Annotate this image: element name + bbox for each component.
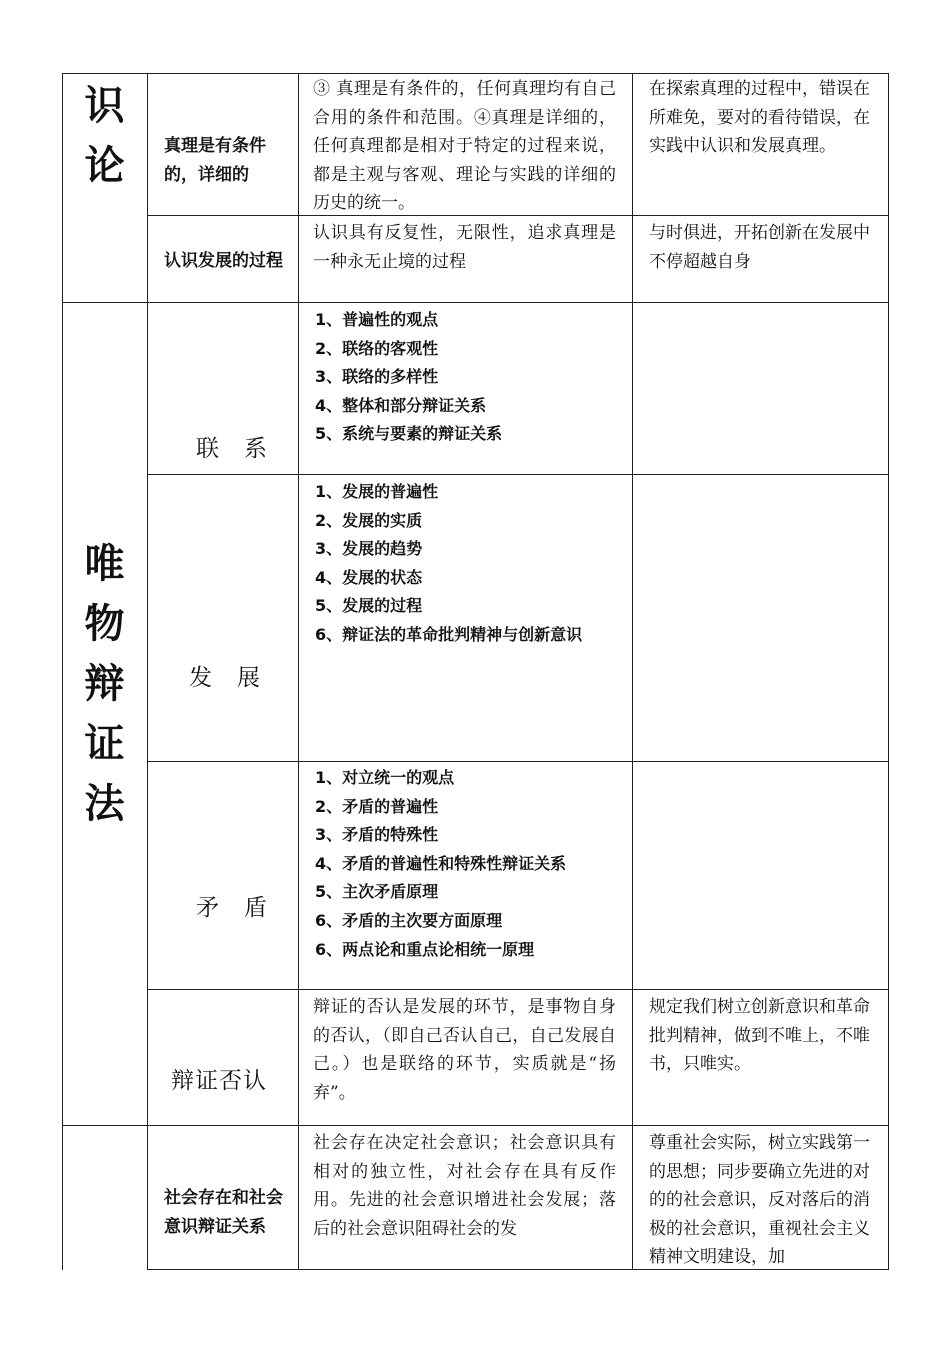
grid-line [298, 73, 299, 1270]
section-label-epistemology [62, 76, 147, 196]
meaning-social-existence: 尊重社会实际，树立实践第一的思想；同步要确立先进的对的的社会意识，反对落后的消极的社会意识，重视社会主义精神文明建设，加 [649, 1133, 870, 1268]
grid-line [632, 73, 633, 1270]
grid-line [147, 73, 148, 1270]
list-item: 1、发展的普遍性 [315, 482, 439, 501]
list-item: 6、辩证法的革命批判精神与创新意识 [315, 624, 583, 644]
list-item: 5、发展的过程 [315, 596, 423, 616]
grid-line [147, 474, 889, 475]
topic-social-existence: 社会存在和社会意识辩证关系 [164, 1188, 283, 1237]
content-cognition-process: 认识具有反复性，无限性，追求真理是一种永无止境的过程 [313, 223, 616, 272]
grid-line [888, 73, 889, 1270]
list-contradiction [315, 764, 630, 964]
content-dialectical-negation: 辩证的否认是发展的环节，是事物自身的否认，（即自己否认自己，自己发展自己。）也是联络的环节，实质就是“扬弃”。 [313, 997, 616, 1103]
grid-line [147, 1269, 889, 1270]
topic-development: 发 展 [189, 665, 261, 691]
list-connection [315, 306, 625, 449]
section-label-char: 识 [84, 83, 125, 129]
grid-line [62, 73, 889, 74]
topic-cognition-process: 认识发展的过程 [164, 251, 283, 271]
section-label-dialectics [62, 534, 147, 834]
topic-contradiction: 矛 盾 [196, 895, 268, 921]
list-item: 6、两点论和重点论相统一原理 [315, 939, 535, 959]
section-label-char: 唯 [84, 541, 125, 587]
grid-line [62, 302, 889, 303]
list-item: 5、系统与要素的辩证关系 [315, 424, 503, 444]
grid-line [147, 989, 889, 990]
meaning-dialectical-negation: 规定我们树立创新意识和革命批判精神，做到不唯上，不唯书，只唯实。 [649, 997, 870, 1075]
topic-dialectical-negation: 辩证否认 [171, 1068, 267, 1094]
topic-truth-conditional: 真理是有条件的，详细的 [164, 136, 266, 185]
section-label-char: 论 [84, 143, 125, 189]
list-item: 2、联络的客观性 [315, 338, 439, 358]
list-item: 1、普遍性的观点 [315, 310, 439, 329]
meaning-truth-conditional: 在探索真理的过程中，错误在所难免，要对的看待错误，在实践中认识和发展真理。 [649, 79, 870, 157]
list-item: 1、对立统一的观点 [315, 768, 455, 787]
content-truth-conditional: ③ 真理是有条件的，任何真理均有自己合用的条件和范围。④真理是详细的，任何真理都是相对于特定的过程来说，都是主观与客观、理论与实践的详细的历史的统一。 [313, 79, 616, 214]
grid-line [147, 761, 889, 762]
list-item: 4、发展的状态 [315, 567, 423, 587]
list-item: 4、整体和部分辩证关系 [315, 395, 487, 415]
topic-connection: 联 系 [196, 436, 268, 462]
section-label-char: 证 [84, 721, 125, 767]
list-item: 2、矛盾的普遍性 [315, 796, 439, 816]
list-item: 3、联络的多样性 [315, 367, 439, 387]
list-development [315, 478, 620, 650]
grid-line [62, 1125, 889, 1126]
list-item: 3、矛盾的特殊性 [315, 825, 439, 845]
list-item: 6、矛盾的主次要方面原理 [315, 910, 503, 930]
section-label-char: 物 [84, 601, 125, 647]
list-item: 4、矛盾的普遍性和特殊性辩证关系 [315, 853, 567, 873]
section-label-char: 辩 [84, 661, 125, 707]
list-item: 5、主次矛盾原理 [315, 882, 439, 902]
section-label-char: 法 [84, 781, 125, 827]
list-item: 3、发展的趋势 [315, 539, 423, 559]
list-item: 2、发展的实质 [315, 510, 423, 530]
meaning-cognition-process: 与时俱进，开拓创新在发展中不停超越自身 [649, 223, 870, 272]
content-social-existence: 社会存在决定社会意识；社会意识具有相对的独立性，对社会存在具有反作用。先进的社会意识增进社会发展；落后的社会意识阻碍社会的发 [313, 1133, 616, 1239]
